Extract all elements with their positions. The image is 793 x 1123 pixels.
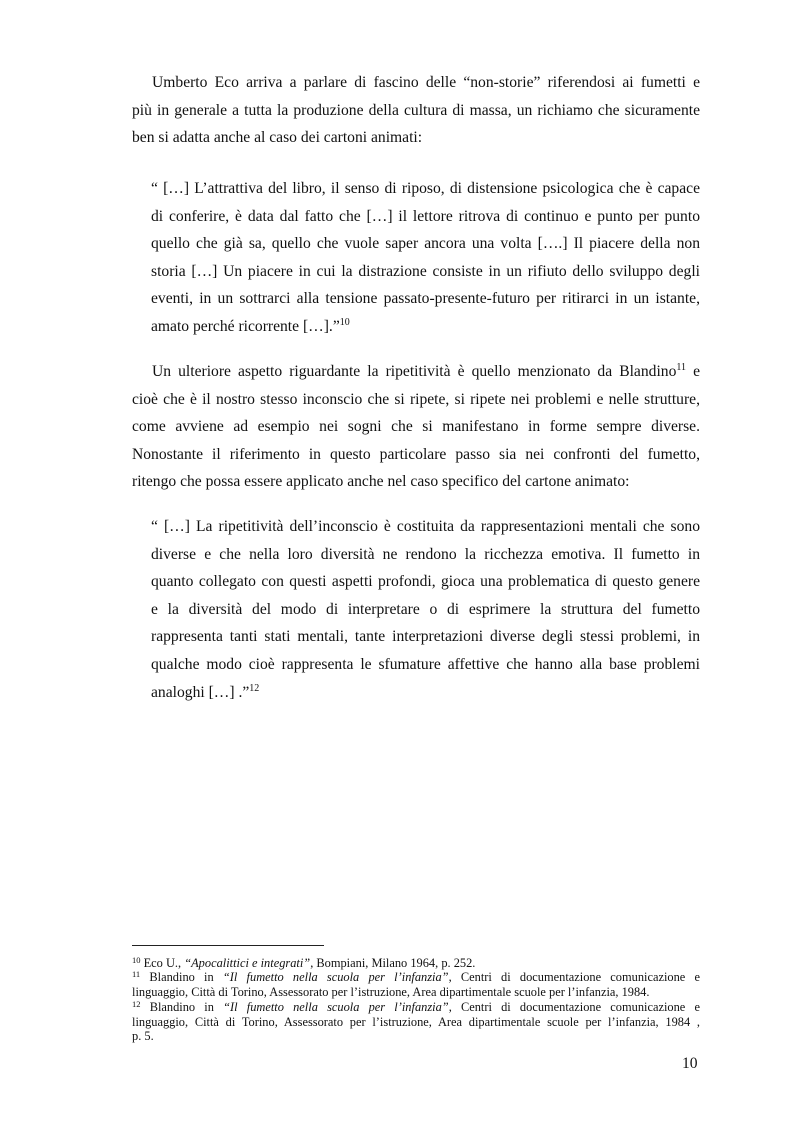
footnote-11	[132, 970, 700, 999]
footnote-title: “Il fumetto nella scuola per l’infanzia”	[222, 970, 449, 984]
footnote-10	[132, 956, 700, 971]
footnote-12	[132, 1000, 700, 1044]
footnote-text: Blandino in	[149, 1000, 224, 1014]
quote-line: rappresenta tanti stati mentali, tante interpretazioni diverse degli stessi problemi, in	[151, 628, 700, 646]
quote-line: “ […] La ripetitività dell’inconscio è costituita da rappresentazioni mentali che sono	[151, 518, 700, 535]
text-line: più in generale a tutta la produzione della cultura di massa, un richiamo che sicuramente	[132, 101, 700, 119]
text-line: Umberto Eco arriva a parlare di fascino delle “non-storie” riferendosi ai fumetti e	[152, 74, 700, 91]
footnote-separator	[132, 945, 324, 946]
paragraph-intro	[132, 69, 700, 152]
footnote-line: p. 5.	[132, 1029, 154, 1043]
footnote-line	[132, 1000, 700, 1015]
footnote-line: linguaggio, Città di Torino, Assessorato per l’istruzione, Area dipartimentale scuole per l’infanzia, 1984 ,	[132, 1014, 700, 1029]
quote-line-last	[151, 313, 700, 341]
quote-line: qualche modo cioè rappresenta le sfumature affettive che hanno alla base problemi	[151, 655, 700, 673]
paragraph-blandino	[132, 358, 700, 496]
quote-line: quello che già sa, quello che vuole saper ancora una volta [….] Il piacere della non	[151, 235, 700, 253]
quote-line: storia […] Un piacere in cui la distrazione consiste in un rifiuto dello sviluppo degli	[151, 262, 700, 280]
quote-line-text: analoghi […] .”	[151, 683, 250, 701]
quote-line: quanto collegato con questi aspetti profondi, gioca una problematica di questo genere	[151, 573, 700, 591]
page-number: 10	[682, 1055, 698, 1072]
text-line-tail: e	[686, 363, 700, 380]
block-quote-blandino	[151, 513, 700, 706]
footnote-text: Eco U.,	[143, 956, 185, 970]
text-line: ritengo che possa essere applicato anche nel caso specifico del cartone animato:	[132, 473, 630, 491]
footnote-title: “Apocalittici e integrati”	[184, 956, 311, 970]
text-line: Nonostante il riferimento in questo particolare passo sia nei confronti del fumetto,	[132, 445, 700, 463]
footnote-text: , Bompiani, Milano 1964, p. 252.	[310, 956, 476, 970]
quote-line-text: amato perché ricorrente […].”	[151, 317, 340, 335]
text-line: ben si adatta anche al caso dei cartoni animati:	[132, 129, 423, 147]
footnote-text: , Centri di documentazione comunicazione e	[448, 1000, 700, 1014]
footnote-text: , Centri di documentazione comunicazione e	[448, 970, 700, 984]
quote-line: eventi, in un sottrarci alla tensione passato-presente-futuro per ritirarci in un istante,	[151, 290, 700, 308]
quote-line: e la diversità del modo di interpretare o di esprimere la struttura del fumetto	[151, 600, 700, 618]
footnote-number: 12	[132, 999, 141, 1009]
footnote-line: linguaggio, Città di Torino, Assessorato per l’istruzione, Area dipartimentale scuole per l’infanzia, 1984.	[132, 984, 650, 999]
quote-line: “ […] L’attrattiva del libro, il senso di riposo, di distensione psicologica che è capace	[151, 180, 700, 197]
footnote-text: Blandino in	[149, 970, 223, 984]
block-quote-eco	[151, 175, 700, 341]
quote-line: diverse e che nella loro diversità ne rendono la ricchezza emotiva. Il fumetto in	[151, 545, 700, 563]
footnote-ref-12[interactable]: 12	[249, 682, 260, 694]
footnote-title: “Il fumetto nella scuola per l’infanzia”	[223, 1000, 449, 1014]
footnote-ref-10[interactable]: 10	[339, 316, 350, 328]
text-line-text: Un ulteriore aspetto riguardante la ripetitività è quello menzionato da Blandino	[152, 363, 677, 380]
footnote-line	[132, 956, 700, 971]
text-line-first	[132, 358, 700, 386]
quote-line: di conferire, è data dal fatto che […] il lettore ritrova di continuo e punto per punto	[151, 207, 700, 225]
footnote-line	[132, 970, 700, 985]
text-line: cioè che è il nostro stesso inconscio che si ripete, si ripete nei problemi e nelle strutture,	[132, 390, 700, 408]
text-line: come avviene ad esempio nei sogni che si manifestano in forme sempre diverse.	[132, 418, 700, 436]
footnote-number: 11	[132, 969, 141, 979]
footnote-ref-11[interactable]: 11	[676, 362, 687, 373]
footnote-number: 10	[132, 955, 141, 965]
quote-line-last	[151, 679, 700, 707]
